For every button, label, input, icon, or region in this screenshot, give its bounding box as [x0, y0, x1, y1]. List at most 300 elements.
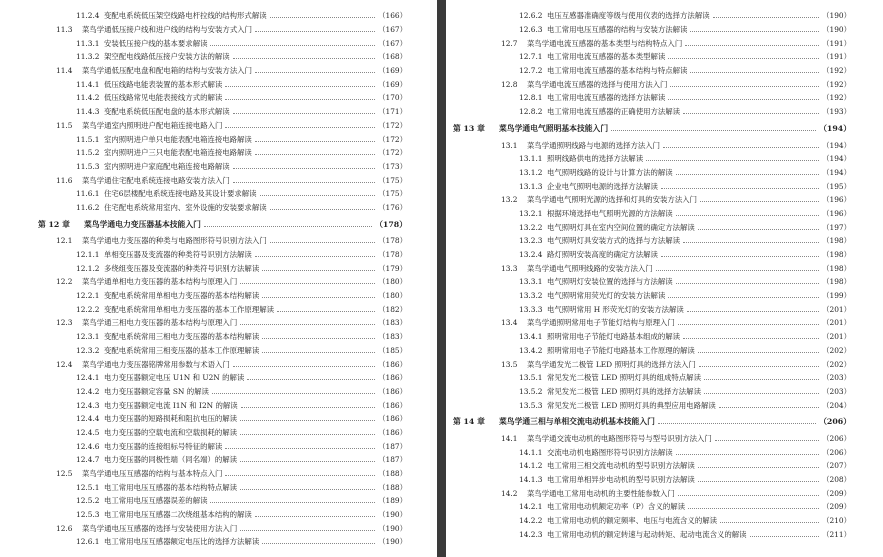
entry-page-number: （195）	[822, 181, 851, 191]
dot-leader	[225, 99, 375, 100]
entry-title: 电工常用电流互感器的基本结构与特点解读	[547, 66, 688, 76]
entry-number: 13.2.3	[519, 236, 543, 246]
section-entry	[446, 357, 883, 371]
dot-leader	[255, 256, 375, 257]
entry-page-number: （198）	[822, 263, 851, 273]
dot-leader	[270, 17, 376, 18]
section-entry	[446, 261, 883, 275]
entry-title: 电工常用电动机额定功率（P）含义的解读	[547, 502, 686, 512]
entry-title: 电压互感器准确度等级与使用仪表的选择方法解读	[547, 11, 710, 21]
section-entry	[0, 119, 437, 133]
entry-page-number: （190）	[378, 523, 407, 533]
subsection-entry	[446, 9, 883, 23]
entry-page-number: （172）	[378, 148, 407, 158]
dot-leader	[225, 475, 375, 476]
entry-number: 13.2.4	[519, 250, 543, 260]
entry-page-number: （187）	[378, 455, 407, 465]
subsection-entry	[0, 480, 437, 494]
entry-title: 菜鸟学通低压配电盘和配电箱的结构与安装方法入门	[82, 66, 252, 76]
dot-leader	[233, 113, 375, 114]
dot-leader	[658, 423, 816, 424]
entry-title: 电工常用电动机的额定频率、电压与电流含义的解读	[547, 516, 717, 526]
entry-title: 菜鸟学通电压互感器的结构与基本特点入门	[82, 469, 223, 479]
subsection-entry	[0, 261, 437, 275]
entry-number: 12.2	[56, 277, 73, 287]
entry-number: 12.4.4	[76, 414, 100, 424]
entry-title: 电工常用电流互感器的基本类型解读	[547, 52, 666, 62]
entry-number: 12.4.6	[76, 441, 100, 451]
entry-title: 照明常用电子节能灯电路基本组成的解读	[547, 332, 681, 342]
entry-number: 13.4.1	[519, 332, 543, 342]
dot-leader	[676, 215, 819, 216]
entry-title: 电力变压器额定容量 SN 的解读	[104, 386, 209, 396]
entry-number: 11.3.2	[76, 52, 100, 62]
entry-title: 住宅6层楼配电系统连接电路及其设计要求解读	[104, 189, 257, 199]
entry-number: 12.6	[56, 523, 73, 533]
dot-leader	[240, 530, 375, 531]
entry-page-number: （189）	[378, 496, 407, 506]
entry-page-number: （168）	[378, 52, 407, 62]
dot-leader	[240, 434, 375, 435]
dot-leader	[247, 379, 375, 380]
entry-title: 电力变压器的连接组标号特征的解读	[104, 441, 223, 451]
section-entry	[446, 486, 883, 500]
subsection-entry	[0, 439, 437, 453]
subsection-entry	[0, 330, 437, 344]
entry-number: 11.5.1	[76, 134, 100, 144]
dot-leader	[690, 72, 819, 73]
subsection-entry	[0, 201, 437, 215]
subsection-entry	[0, 344, 437, 358]
subsection-entry	[0, 105, 437, 119]
entry-number: 14.2.3	[519, 529, 543, 539]
entry-title: 菜鸟学通单相电力变压器的基本结构与原理入门	[82, 277, 238, 287]
entry-page-number: （192）	[822, 93, 851, 103]
subsection-entry	[0, 398, 437, 412]
entry-title: 路灯照明安装高度的确定方法解读	[547, 250, 658, 260]
entry-page-number: （194）	[822, 140, 851, 150]
entry-number: 11.3	[56, 25, 73, 35]
right-toc	[446, 9, 883, 541]
entry-page-number: （186）	[378, 386, 407, 396]
entry-title: 菜鸟学通电压互感器的选择与安装使用方法入门	[82, 523, 238, 533]
entry-page-number: （209）	[822, 488, 851, 498]
entry-title: 电工常用电压互感器的结构与安装方法解读	[547, 25, 688, 35]
subsection-entry	[446, 248, 883, 262]
entry-page-number: （196）	[822, 208, 851, 218]
entry-number: 14.1.2	[519, 461, 543, 471]
entry-page-number: （188）	[378, 482, 407, 492]
entry-page-number: （186）	[378, 359, 407, 369]
subsection-entry	[446, 330, 883, 344]
subsection-entry	[446, 23, 883, 37]
entry-title: 电气照明灯安装位置的选择与方法解读	[547, 277, 673, 287]
subsection-entry	[446, 385, 883, 399]
entry-title: 电力变压器的同极性端（同名端）的解读	[104, 455, 238, 465]
entry-title: 多绕组变压器及变流器的种类符号识别方法解读	[104, 263, 260, 273]
entry-title: 电工常用电流互感器的正确使用方法解读	[547, 107, 681, 117]
section-entry	[446, 432, 883, 446]
subsection-entry	[446, 459, 883, 473]
entry-page-number: （167）	[378, 38, 407, 48]
entry-title: 变配电系统低压配电盘的基本形式解读	[104, 107, 230, 117]
section-entry	[0, 521, 437, 535]
entry-title: 低压线路电能表装置的基本形式解读	[104, 79, 223, 89]
entry-page-number: （211）	[822, 529, 851, 539]
entry-page-number: （206）	[819, 417, 851, 427]
entry-page-number: （191）	[822, 38, 851, 48]
entry-title: 电力变压器的短路损耗和阻抗电压的解读	[104, 414, 238, 424]
entry-number: 12.3.1	[76, 332, 100, 342]
entry-page-number: （191）	[822, 52, 851, 62]
entry-page-number: （209）	[822, 502, 851, 512]
entry-title: 菜鸟学通电气照明线路的安装方法入门	[527, 263, 653, 273]
entry-title: 菜鸟学通电流互感器的选择与使用方法入门	[527, 79, 668, 89]
entry-title: 交流电动机电路图形符号识别方法解读	[547, 447, 673, 457]
entry-page-number: （186）	[378, 427, 407, 437]
dot-leader	[233, 168, 375, 169]
entry-page-number: （196）	[822, 195, 851, 205]
entry-page-number: （208）	[822, 475, 851, 485]
entry-title: 电气照明灯具安装方式的选择与方法解读	[547, 236, 681, 246]
entry-title: 电工常用电压互感器误差的解读	[104, 496, 208, 506]
entry-number: 12.5.3	[76, 510, 100, 520]
subsection-entry	[0, 494, 437, 508]
subsection-entry	[446, 50, 883, 64]
entry-page-number: （175）	[378, 189, 407, 199]
entry-number: 13.2	[501, 195, 518, 205]
dot-leader	[698, 352, 819, 353]
entry-page-number: （192）	[822, 66, 851, 76]
dot-leader	[676, 454, 819, 455]
section-entry	[446, 193, 883, 207]
dot-leader	[233, 58, 375, 59]
entry-page-number: （183）	[378, 332, 407, 342]
entry-title: 电力变压器的空载电流和空载损耗的解读	[104, 427, 238, 437]
dot-leader	[698, 229, 819, 230]
subsection-entry	[0, 412, 437, 426]
dot-leader	[210, 45, 375, 46]
subsection-entry	[0, 160, 437, 174]
subsection-entry	[446, 179, 883, 193]
dot-leader	[715, 440, 819, 441]
dot-leader	[270, 209, 376, 210]
dot-leader	[676, 174, 819, 175]
entry-title: 菜鸟学通电力变压器的种类与电路图形符号识别方法入门	[82, 236, 267, 246]
entry-number: 13.2.2	[519, 222, 543, 232]
subsection-entry	[0, 146, 437, 160]
dot-leader	[277, 311, 375, 312]
entry-number: 12.1.2	[76, 263, 100, 273]
entry-number: 13.5.2	[519, 386, 543, 396]
section-entry	[0, 23, 437, 37]
entry-number: 12.8.2	[519, 107, 543, 117]
subsection-entry	[446, 152, 883, 166]
entry-number: 12.3	[56, 318, 73, 328]
subsection-entry	[446, 105, 883, 119]
entry-number: 12.6.1	[76, 537, 100, 547]
entry-title: 菜鸟学通三相电力变压器的基本结构与原理入门	[82, 318, 238, 328]
subsection-entry	[446, 473, 883, 487]
entry-title: 电气照明常用荧光灯的安装方法解读	[547, 291, 666, 301]
subsection-entry	[446, 220, 883, 234]
entry-number: 12.8	[501, 79, 518, 89]
entry-title: 菜鸟学通低压接户线和进户线的结构与安装方式入门	[82, 25, 252, 35]
entry-number: 12.2.1	[76, 291, 100, 301]
entry-number: 13.5	[501, 359, 518, 369]
entry-page-number: （190）	[378, 537, 407, 547]
dot-leader	[240, 283, 375, 284]
entry-page-number: （198）	[822, 236, 851, 246]
dot-leader	[240, 489, 375, 490]
entry-number: 12.3.2	[76, 345, 100, 355]
dot-leader	[240, 420, 375, 421]
entry-title: 电气照明常用 H 形荧光灯的安装方法解读	[547, 304, 684, 314]
entry-page-number: （201）	[822, 304, 851, 314]
entry-title: 常见发光二极管 LED 照明灯具的选择方法解读	[547, 386, 701, 396]
entry-number: 11.4.3	[76, 107, 100, 117]
entry-title: 菜鸟学通电气照明基本技能入门	[499, 123, 609, 133]
dot-leader	[233, 366, 375, 367]
entry-number: 13.3.3	[519, 304, 543, 314]
entry-title: 室内照明进户单只电能表配电箱连接电路解读	[104, 134, 252, 144]
entry-number: 12.5.2	[76, 496, 100, 506]
entry-page-number: （182）	[378, 304, 407, 314]
entry-title: 电力变压器额定电压 U1N 和 U2N 的解读	[104, 373, 245, 383]
entry-page-number: （183）	[378, 318, 407, 328]
entry-number: 13.3	[501, 263, 518, 273]
entry-number: 第 12 章	[38, 219, 70, 229]
dot-leader	[687, 311, 819, 312]
section-entry	[446, 36, 883, 50]
subsection-entry	[0, 187, 437, 201]
entry-page-number: （204）	[822, 400, 851, 410]
subsection-entry	[446, 398, 883, 412]
entry-page-number: （178）	[375, 219, 407, 229]
entry-page-number: （187）	[378, 441, 407, 451]
dot-leader	[255, 154, 375, 155]
subsection-entry	[0, 132, 437, 146]
left-toc	[0, 9, 437, 549]
dot-leader	[704, 393, 819, 394]
entry-title: 菜鸟学通交流电动机的电路图形符号与型号识别方法入门	[527, 433, 712, 443]
dot-leader	[699, 366, 819, 367]
section-entry	[446, 77, 883, 91]
dot-leader	[685, 45, 819, 46]
subsection-entry	[0, 385, 437, 399]
entry-page-number: （179）	[378, 263, 407, 273]
entry-number: 12.7.1	[519, 52, 543, 62]
subsection-entry	[446, 289, 883, 303]
subsection-entry	[0, 508, 437, 522]
section-entry	[0, 357, 437, 371]
entry-number: 13.4	[501, 318, 518, 328]
section-entry	[0, 234, 437, 248]
entry-number: 12.4.5	[76, 427, 100, 437]
entry-page-number: （203）	[822, 373, 851, 383]
entry-number: 11.6	[56, 175, 73, 185]
entry-page-number: （202）	[822, 345, 851, 355]
entry-page-number: （197）	[822, 222, 851, 232]
section-entry	[446, 138, 883, 152]
entry-title: 常见发光二极管 LED 照明灯具的典型应用电路解读	[547, 400, 716, 410]
entry-number: 12.6.2	[519, 11, 543, 21]
dot-leader	[262, 352, 375, 353]
entry-page-number: （172）	[378, 134, 407, 144]
entry-title: 电力变压器额定电流 I1N 和 I2N 的解读	[104, 400, 238, 410]
subsection-entry	[0, 9, 437, 23]
dot-leader	[688, 508, 819, 509]
entry-page-number: （180）	[378, 291, 407, 301]
dot-leader	[241, 407, 375, 408]
dot-leader	[663, 147, 819, 148]
subsection-entry	[446, 500, 883, 514]
entry-page-number: （192）	[822, 79, 851, 89]
subsection-entry	[0, 371, 437, 385]
entry-title: 电工常用电流互感器的选择方法解读	[547, 93, 666, 103]
dot-leader	[668, 58, 819, 59]
entry-title: 菜鸟学通电气照明光源的选择和灯具的安装方法入门	[527, 195, 697, 205]
entry-page-number: （172）	[378, 120, 407, 130]
entry-page-number: （202）	[822, 359, 851, 369]
section-entry	[0, 467, 437, 481]
entry-number: 11.5	[56, 120, 73, 130]
entry-title: 照明常用电子节能灯电路基本工作原理的解读	[547, 345, 695, 355]
subsection-entry	[0, 302, 437, 316]
book-spine	[437, 0, 446, 557]
chapter-entry	[446, 415, 883, 429]
entry-title: 菜鸟学通电流互感器的基本类型与结构特点入门	[527, 38, 683, 48]
subsection-entry	[446, 91, 883, 105]
entry-page-number: （190）	[378, 510, 407, 520]
subsection-entry	[446, 207, 883, 221]
entry-page-number: （190）	[822, 25, 851, 35]
entry-number: 12.4.7	[76, 455, 100, 465]
entry-number: 13.1.2	[519, 167, 543, 177]
entry-title: 变配电系统低压架空线路电杆拉线的结构形式解读	[104, 11, 267, 21]
entry-number: 13.2.1	[519, 208, 543, 218]
entry-title: 菜鸟学通电力变压器铭牌常用参数与术语入门	[82, 359, 230, 369]
entry-page-number: （193）	[822, 107, 851, 117]
entry-page-number: （186）	[378, 400, 407, 410]
entry-page-number: （201）	[822, 332, 851, 342]
entry-page-number: （194）	[822, 154, 851, 164]
entry-number: 12.7.2	[519, 66, 543, 76]
entry-number: 第 13 章	[453, 123, 485, 133]
entry-title: 变配电系统常用三相电力变压器的基本结构解读	[104, 332, 260, 342]
dot-leader	[678, 324, 819, 325]
dot-leader	[255, 141, 375, 142]
entry-title: 菜鸟学通室内照明进户配电箱连接电路入门	[82, 120, 223, 130]
entry-title: 菜鸟学通三相与单相交流电动机基本技能入门	[499, 417, 655, 427]
entry-title: 电工常用电动机的额定转速与起动转矩、起动电流含义的解读	[547, 529, 747, 539]
entry-title: 菜鸟学通照明常用电子节能灯结构与原理入门	[527, 318, 675, 328]
dot-leader	[255, 31, 375, 32]
entry-number: 12.5	[56, 469, 73, 479]
subsection-entry	[446, 445, 883, 459]
entry-page-number: （194）	[819, 123, 851, 133]
dot-leader	[255, 72, 375, 73]
dot-leader	[683, 242, 819, 243]
entry-number: 14.2	[501, 488, 518, 498]
left-page	[0, 0, 437, 557]
entry-title: 菜鸟学通照明线路与电源的选择方法入门	[527, 140, 661, 150]
entry-page-number: （180）	[378, 277, 407, 287]
entry-title: 企业电气照明电源的选择方法解读	[547, 181, 658, 191]
entry-title: 电工常用电压互感器的基本结构特点解读	[104, 482, 238, 492]
entry-number: 12.6.3	[519, 25, 543, 35]
dot-leader	[225, 86, 375, 87]
entry-title: 照明线路供电的选择方法解读	[547, 154, 644, 164]
entry-title: 变配电系统常用单相电力变压器的基本结构解读	[104, 291, 260, 301]
dot-leader	[690, 31, 819, 32]
entry-title: 电气照明线路的设计与计算方法的解读	[547, 167, 673, 177]
entry-title: 菜鸟学通电工常用电动机的主要性能参数入门	[527, 488, 675, 498]
dot-leader	[262, 338, 375, 339]
dot-leader	[713, 17, 820, 18]
dot-leader	[210, 502, 375, 503]
entry-number: 11.5.3	[76, 161, 100, 171]
subsection-entry	[446, 527, 883, 541]
entry-number: 11.4.1	[76, 79, 100, 89]
entry-title: 菜鸟学通电力变压器基本技能入门	[84, 219, 201, 229]
entry-number: 12.8.1	[519, 93, 543, 103]
dot-leader	[225, 448, 375, 449]
entry-title: 架空配电线路低压接户安装方法的解读	[104, 52, 230, 62]
entry-number: 11.4.2	[76, 93, 100, 103]
dot-leader	[255, 516, 375, 517]
entry-page-number: （186）	[378, 373, 407, 383]
dot-leader	[700, 201, 819, 202]
dot-leader	[225, 127, 375, 128]
entry-number: 11.5.2	[76, 148, 100, 158]
entry-number: 12.1	[56, 236, 73, 246]
entry-page-number: （201）	[822, 318, 851, 328]
entry-title: 菜鸟学通发光二极管 LED 照明灯具的选择方法入门	[527, 359, 696, 369]
entry-number: 12.7	[501, 38, 518, 48]
entry-page-number: （173）	[378, 161, 407, 171]
entry-page-number: （175）	[378, 175, 407, 185]
dot-leader	[750, 536, 820, 537]
dot-leader	[719, 407, 819, 408]
section-entry	[446, 316, 883, 330]
entry-number: 14.1.3	[519, 475, 543, 485]
dot-leader	[646, 160, 819, 161]
dot-leader	[262, 297, 375, 298]
entry-number: 11.6.2	[76, 202, 100, 212]
entry-page-number: （186）	[378, 414, 407, 424]
entry-number: 13.1.3	[519, 181, 543, 191]
subsection-entry	[446, 514, 883, 528]
entry-page-number: （207）	[822, 461, 851, 471]
entry-page-number: （178）	[378, 236, 407, 246]
entry-title: 常见发光二极管 LED 照明灯具的组成特点解读	[547, 373, 701, 383]
entry-number: 12.1.1	[76, 250, 100, 260]
entry-page-number: （210）	[822, 516, 851, 526]
entry-page-number: （188）	[378, 469, 407, 479]
entry-title: 电气照明灯具在室内空间位置的确定方法解读	[547, 222, 695, 232]
dot-leader	[670, 86, 819, 87]
entry-title: 变配电系统常用单相电力变压器的基本工作原理解读	[104, 304, 274, 314]
entry-number: 13.4.2	[519, 345, 543, 355]
entry-title: 电工常用电压互感器二次绕组基本结构的解读	[104, 510, 252, 520]
entry-title: 变配电系统常用三相变压器的基本工作原理解读	[104, 345, 260, 355]
entry-number: 13.1	[501, 140, 518, 150]
subsection-entry	[0, 50, 437, 64]
entry-number: 12.4.2	[76, 386, 100, 396]
entry-page-number: （169）	[378, 79, 407, 89]
entry-title: 单相变压器及变流器的种类符号识别方法解读	[104, 250, 252, 260]
